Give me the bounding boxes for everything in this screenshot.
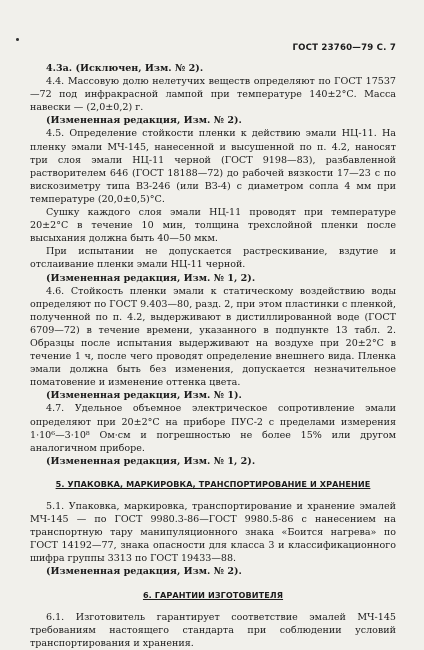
paragraph-4-7: 4.7. Удельное объемное электрическое сопротивление эмали определяют при 20±2°С на приборе ПУС-2 с пределами измерения 1·10⁶—3·10⁸ Ом·см и погрешностью не более 15% или другом аналогичном приборе. bbox=[30, 403, 396, 454]
section-5-heading: 5. УПАКОВКА, МАРКИРОВКА, ТРАНСПОРТИРОВАНИЕ И ХРАНЕНИЕ bbox=[55, 478, 371, 489]
paragraph-test-condition: При испытании не допускается растрескивание, вздутие и отслаивание пленки эмали НЦ-11 черной. bbox=[30, 246, 396, 271]
running-header: ГОСТ 23760—79 С. 7 bbox=[292, 43, 396, 53]
paragraph-4-5: 4.5. Определение стойкости пленки к действию эмали НЦ-11. На пленку эмали МЧ-145, нанесенной и высушенной по п. 4.2, наносят три слоя эмали НЦ-11 черной (ГОСТ 9198—83), разбавленной растворителем 646 (ГОСТ 18188—72) до рабочей вязкости 17—23 с по вискозиметру типа ВЗ-246 (или ВЗ-4) с диаметром сопла 4 мм при температуре (20,0±0,5)°С. bbox=[30, 128, 396, 205]
paragraph-4-6: 4.6. Стойкость пленки эмали к статическому воздействию воды определяют по ГОСТ 9.403—80, разд. 2, при этом пластинки с пленкой, полученной по п. 4.2, выдерживают в дистиллированной воде (ГОСТ 6709—72) в течение времени, указанного в подпункте 13 табл. 2. Образцы после испытания выдерживают на воздухе при 20±2°С в течение 1 ч, после чего проводят определение внешнего вида. Пленка эмали должна быть без изменения, допускается незначительное поматовение и изменение оттенка цвета. bbox=[30, 285, 396, 389]
paragraph-5-1: 5.1. Упаковка, маркировка, транспортирование и хранение эмалей МЧ-145 — по ГОСТ 9980.3-86—ГОСТ 9980.5-86 с нанесением на транспортную тару манипуляционного знака «Боится нагрева» по ГОСТ 14192—77, знака опасности для класса 3 и классификационного шифра группы 3313 по ГОСТ 19433—88. bbox=[30, 501, 396, 565]
amendment-note: (Измененная редакция, Изм. № 1, 2). bbox=[46, 272, 256, 284]
paragraph-drying: Сушку каждого слоя эмали НЦ-11 проводят при температуре 20±2°С в течение 10 мин, толщина трехслойной пленки после высыхания должна быть 40—50 мкм. bbox=[30, 207, 396, 245]
body-text bbox=[30, 62, 396, 650]
amendment-note: (Измененная редакция, Изм. № 1). bbox=[46, 390, 242, 402]
paragraph-6-1: 6.1. Изготовитель гарантирует соответствие эмалей МЧ-145 требованиям настоящего стандарта при соблюдении условий транспортирования и хранения. bbox=[30, 611, 396, 649]
section-6-heading: 6. ГАРАНТИИ ИЗГОТОВИТЕЛЯ bbox=[142, 589, 284, 600]
paragraph-4-3a: 4.3а. (Исключен, Изм. № 2). bbox=[46, 63, 204, 74]
amendment-note: (Измененная редакция, Изм. № 2). bbox=[46, 566, 242, 578]
margin-dot bbox=[16, 38, 19, 41]
amendment-note: (Измененная редакция, Изм. № 2). bbox=[46, 115, 242, 127]
paragraph-4-4: 4.4. Массовую долю нелетучих веществ определяют по ГОСТ 17537—72 под инфракрасной лампой при температуре 140±2°С. Масса навески — (2,0±0,2) г. bbox=[30, 76, 396, 114]
amendment-note: (Измененная редакция, Изм. № 1, 2). bbox=[46, 455, 256, 467]
